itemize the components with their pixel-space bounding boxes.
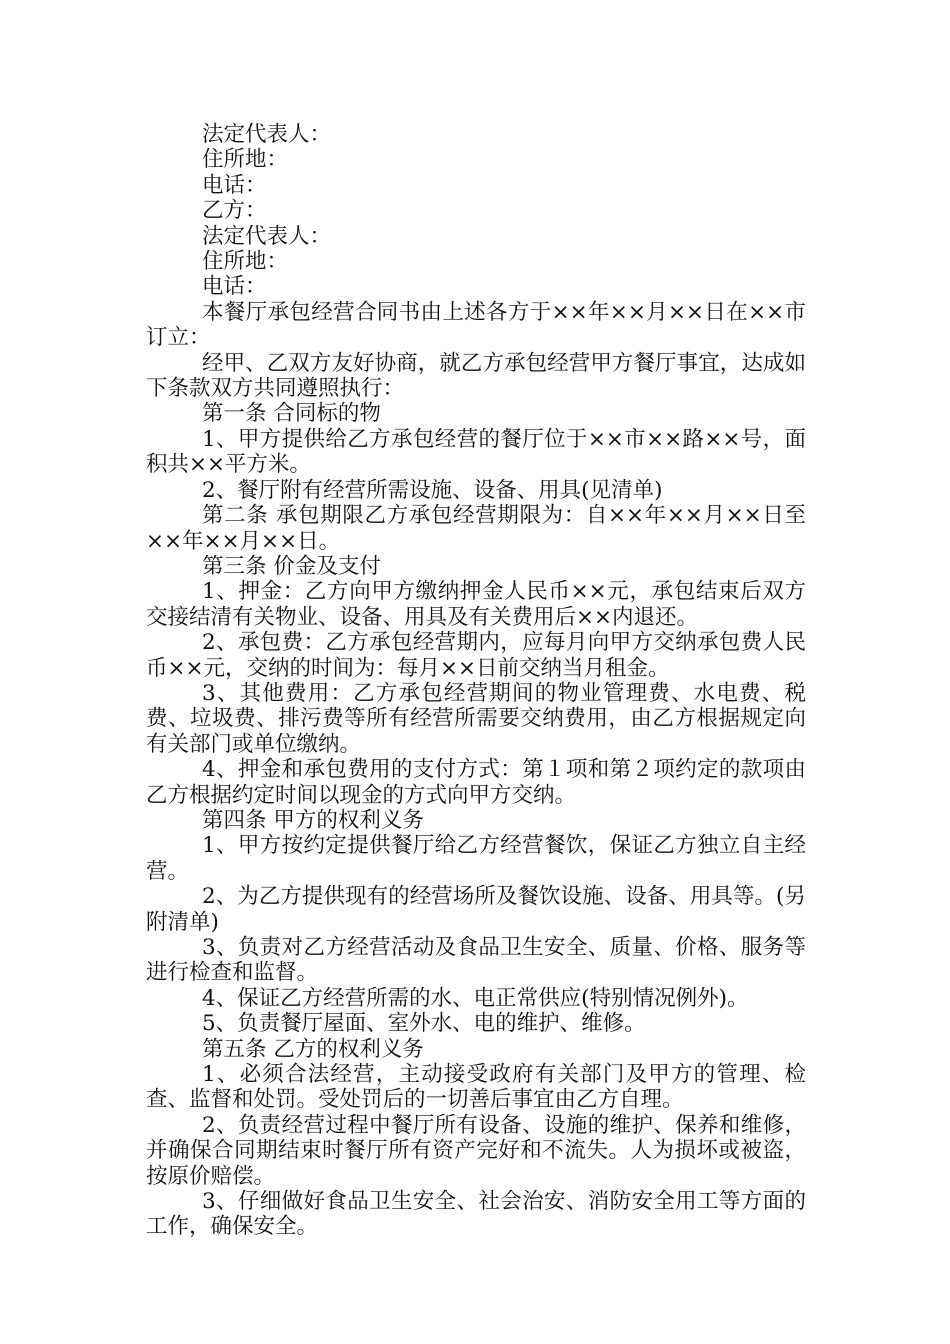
article-2-paragraph: 第二条 承包期限乙方承包经营期限为：自××年××月××日至××年××月××日。: [146, 503, 806, 554]
party-b-phone: 电话：: [202, 274, 267, 300]
article-5-item-3: 3、仔细做好食品卫生安全、社会治安、消防安全用工等方面的工作，确保安全。: [146, 1189, 806, 1240]
article-5-item-2: 2、负责经营过程中餐厅所有设备、设施的维护、保养和维修，并确保合同期结束时餐厅所有资产完好和不流失。人为损坏或被盗，按原价赔偿。: [146, 1112, 806, 1189]
article-5-heading: 第五条 乙方的权利义务: [202, 1036, 424, 1062]
preamble-paragraph: 本餐厅承包经营合同书由上述各方于××年××月××日在××市订立：: [146, 299, 806, 351]
article-4-heading: 第四条 甲方的权利义务: [202, 807, 424, 833]
article-4-item-1: 1、甲方按约定提供餐厅给乙方经营餐饮，保证乙方独立自主经营。: [146, 833, 806, 884]
article-4-item-3: 3、负责对乙方经营活动及食品卫生安全、质量、价格、服务等进行检查和监督。: [146, 935, 806, 986]
party-b-legal-rep: 法定代表人：: [202, 223, 332, 249]
party-field-phone: 电话：: [202, 172, 267, 198]
party-field-address: 住所地：: [202, 147, 289, 173]
article-5-item-1: 1、必须合法经营，主动接受政府有关部门及甲方的管理、检查、监督和处罚。受处罚后的一切善后事宜由乙方自理。: [146, 1062, 806, 1113]
contract-body: [146, 300, 806, 1240]
article-4-item-4: 4、保证乙方经营所需的水、电正常供应(特别情况例外)。: [202, 985, 749, 1011]
header-block: [146, 122, 806, 300]
article-3-item-4: 4、押金和承包费用的支付方式：第１项和第２项约定的款项由乙方根据约定时间以现金的方式向甲方交纳。: [146, 757, 806, 808]
article-1-heading: 第一条 合同标的物: [202, 401, 381, 427]
article-3-item-1: 1、押金：乙方向甲方缴纳押金人民币××元，承包结束后双方交接结清有关物业、设备、用具及有关费用后××内退还。: [146, 579, 806, 630]
article-1-item-1: 1、甲方提供给乙方承包经营的餐厅位于××市××路××号，面积共××平方米。: [146, 426, 806, 478]
party-field-legal-rep: 法定代表人：: [202, 122, 332, 147]
article-3-item-3: 3、其他费用：乙方承包经营期间的物业管理费、水电费、税费、垃圾费、排污费等所有经营所需要交纳费用，由乙方根据规定向有关部门或单位缴纳。: [146, 680, 806, 757]
article-3-heading: 第三条 价金及支付: [202, 553, 381, 579]
party-b-label: 乙方：: [202, 198, 267, 224]
article-4-item-2: 2、为乙方提供现有的经营场所及餐饮设施、设备、用具等。(另附清单): [146, 884, 806, 935]
article-4-item-5: 5、负责餐厅屋面、室外水、电的维护、维修。: [202, 1011, 646, 1037]
agreement-paragraph: 经甲、乙双方友好协商，就乙方承包经营甲方餐厅事宜，达成如下条款双方共同遵照执行：: [146, 350, 806, 402]
article-1-item-2: 2、餐厅附有经营所需设施、设备、用具(见清单): [202, 477, 663, 503]
contract-page: [146, 122, 806, 1240]
party-b-address: 住所地：: [202, 249, 289, 275]
article-3-item-2: 2、承包费：乙方承包经营期内，应每月向甲方交纳承包费人民币××元，交纳的时间为：每月××日前交纳当月租金。: [146, 630, 806, 681]
